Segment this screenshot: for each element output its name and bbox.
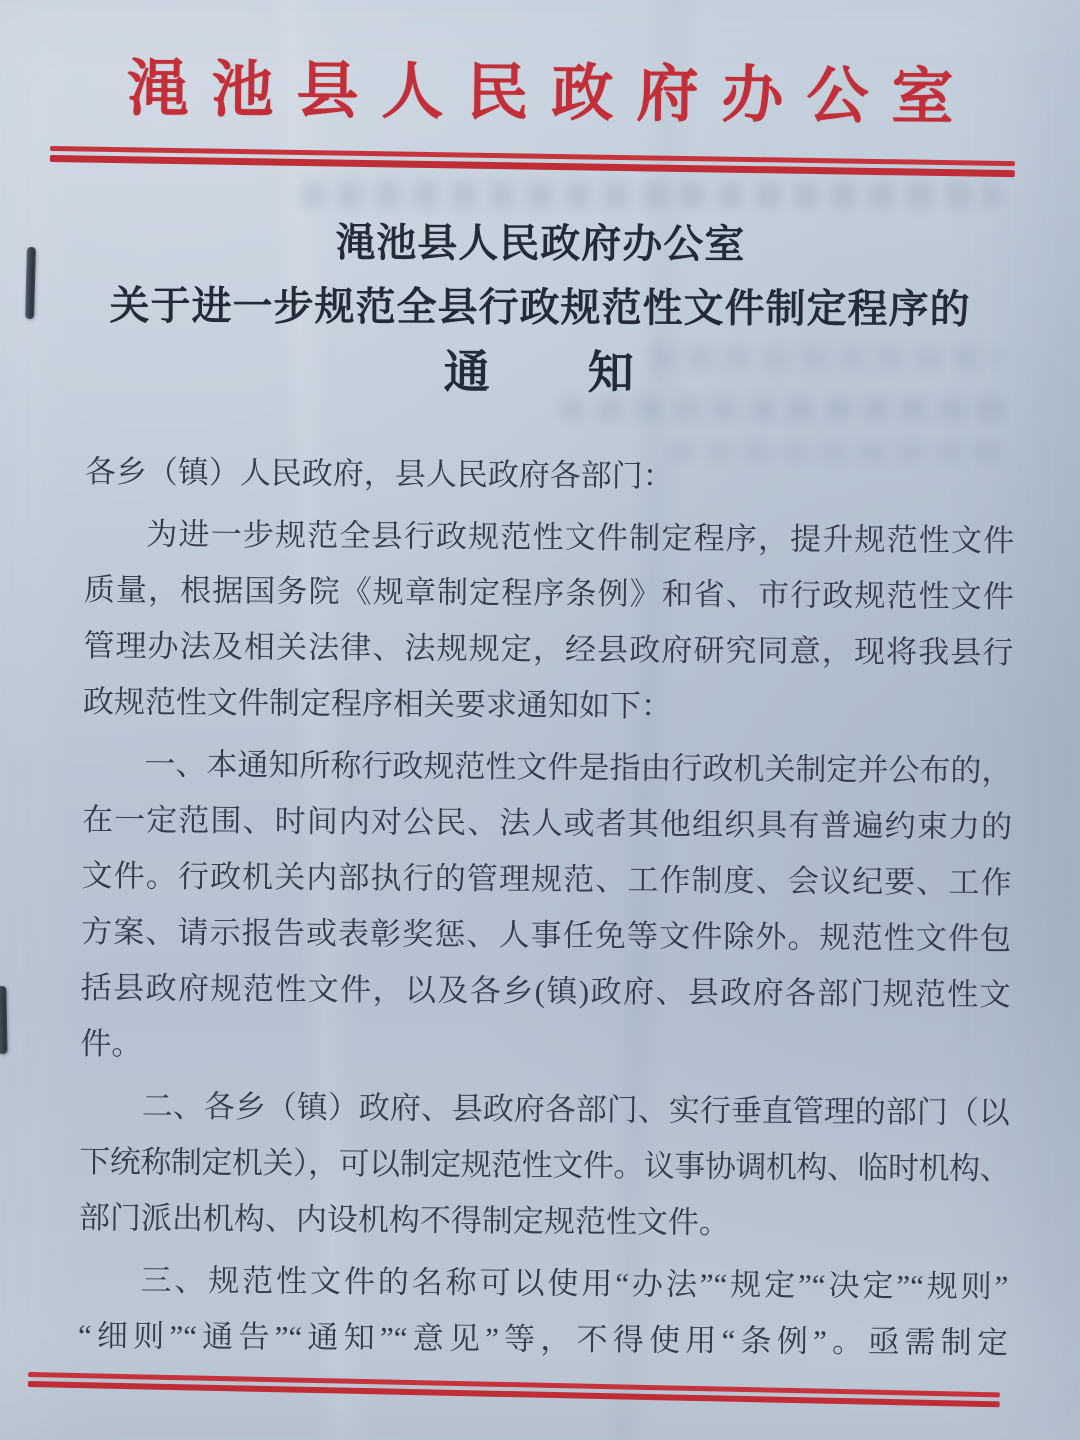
body-line: 在一定范围、时间内对公民、法人或者其他组织具有普遍约束力的 xyxy=(81,801,1013,845)
paragraph-item-2 xyxy=(79,1078,1010,1253)
document-body xyxy=(78,444,1015,1377)
body-line: 括县政府规范性文件，以及各乡(镇)政府、县政府各部门规范性文 xyxy=(80,969,1011,1013)
body-line: 文件。行政机关内部执行的管理规范、工作制度、会议纪要、工作 xyxy=(81,857,1012,901)
body-line: 三、规范性文件的名称可以使用“办法”“规定”“决定”“规则” xyxy=(140,1262,1009,1305)
salutation-line: 各乡（镇）人民政府，县人民政府各部门： xyxy=(84,453,674,494)
body-line: 政规范性文件制定程序相关要求通知如下： xyxy=(82,683,673,724)
paragraph-intro xyxy=(83,506,1015,737)
body-line: 质量，根据国务院《规章制定程序条例》和省、市行政规范性文件 xyxy=(83,571,1014,615)
body-line: 二、各乡（镇）政府、县政府各部门、实行垂直管理的部门（以 xyxy=(141,1088,1010,1131)
title-subject-line: 关于进一步规范全县行政规范性文件制定程序的 xyxy=(109,283,971,332)
title-issuer-line: 渑池县人民政府办公室 xyxy=(335,220,746,267)
body-line: 一、本通知所称行政规范性文件是指由行政机关制定并公布的， xyxy=(144,746,1013,789)
letterhead-title: 渑池县人民政府办公室 xyxy=(126,55,977,133)
title-doctype-line: 通 知 xyxy=(443,346,636,399)
paragraph-item-1 xyxy=(80,736,1013,1079)
body-line: 部门派出机构、内设机构不得制定规范性文件。 xyxy=(78,1199,731,1241)
letterhead-divider-line xyxy=(50,146,1015,177)
paragraph-item-3 xyxy=(78,1252,1009,1371)
body-line: 为进一步规范全县行政规范性文件制定程序，提升规范性文件 xyxy=(146,516,1015,559)
body-line: 下统称制定机关），可以制定规范性文件。议事协调机构、临时机构、 xyxy=(79,1143,1010,1187)
page-bottom-divider-line xyxy=(28,1372,1000,1407)
staple-bottom xyxy=(0,986,8,1054)
bleedthrough-artifact xyxy=(300,182,1000,208)
body-line: “细则”“通告”“通知”“意见”等，不得使用“条例”。亟需制定 xyxy=(77,1317,1009,1361)
document-title xyxy=(0,210,1080,409)
body-line: 件。 xyxy=(80,1025,143,1062)
body-line: 方案、请示报告或表彰奖惩、人事任免等文件除外。规范性文件包 xyxy=(81,913,1012,957)
body-line: 管理办法及相关法律、法规规定，经县政府研究同意，现将我县行 xyxy=(83,627,1014,671)
